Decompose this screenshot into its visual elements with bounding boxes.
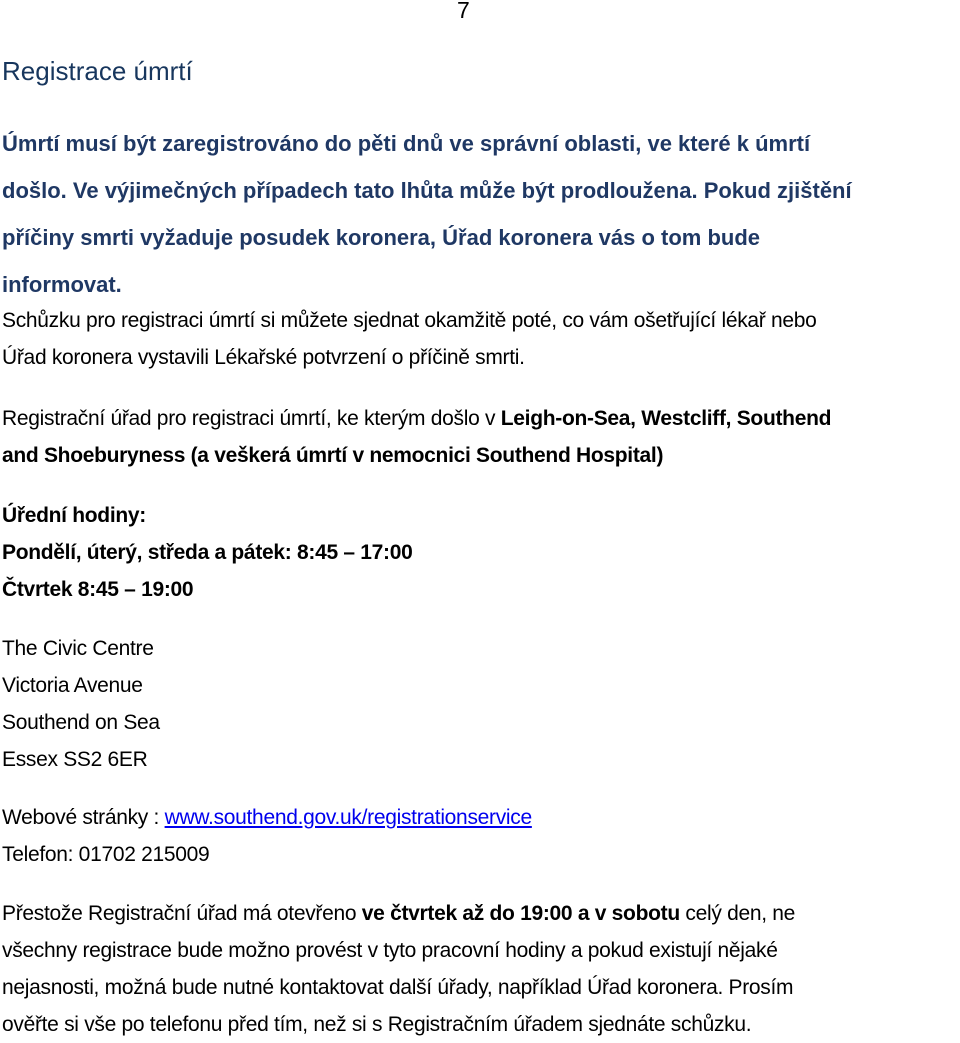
website-label: Webové stránky : [2,806,165,829]
address [2,630,160,778]
intro-line: Úmrtí musí být zaregistrováno do pěti dnů ve správní oblasti, ve které k úmrtí [2,131,811,156]
notice-text: Přestože Registrační úřad má otevřeno [2,902,362,925]
page-number: 7 [457,0,470,23]
notice-line: ověřte si vše po telefonu před tím, než si s Registračním úřadem sjednáte schůzku. [2,1013,752,1036]
address-line: Southend on Sea [2,711,160,734]
intro-paragraph [2,120,852,308]
office-areas: Leigh-on-Sea, Westcliff, Southend [500,407,832,430]
notice-paragraph [2,895,795,1043]
address-line: Victoria Avenue [2,674,143,697]
page-title: Registrace úmrtí [2,56,193,86]
office-line [2,400,831,437]
notice-text: celý den, ne [679,902,796,925]
address-line: The Civic Centre [2,637,154,660]
office-text: Registrační úřad pro registraci úmrtí, ke kterým došlo v [2,407,501,430]
notice-emphasis: ve čtvrtek až do 19:00 a v sobotu [361,902,680,925]
notice-line: všechny registrace bude možno provést v tyto pracovní hodiny a pokud existují nějaké [2,939,778,962]
intro-line: informovat. [2,272,122,297]
hours-weekdays: Pondělí, úterý, středa a pátek: 8:45 – 17:00 [2,541,413,564]
notice-line [2,895,795,932]
office-line: and Shoeburyness (a veškerá úmrtí v nemocnici Southend Hospital) [2,444,664,467]
website-line [2,799,532,836]
hours-title: Úřední hodiny: [2,504,146,527]
website-link[interactable]: www.southend.gov.uk/registrationservice [164,806,532,829]
opening-hours [2,497,412,608]
appointment-line: Schůzku pro registraci úmrtí si můžete sjednat okamžitě poté, co vám ošetřující lékař nebo [2,309,817,332]
address-line: Essex SS2 6ER [2,748,148,771]
contact [2,799,532,873]
phone: Telefon: 01702 215009 [2,843,210,866]
intro-line: příčiny smrti vyžaduje posudek koronera, Úřad koronera vás o tom bude [2,225,760,250]
hours-thursday: Čtvrtek 8:45 – 19:00 [2,578,194,601]
appointment-line: Úřad koronera vystavili Lékařské potvrzení o příčině smrti. [2,346,525,369]
office-paragraph [2,400,831,474]
intro-line: došlo. Ve výjimečných případech tato lhůta může být prodloužena. Pokud zjištění [2,178,852,203]
notice-line: nejasnosti, možná bude nutné kontaktovat další úřady, například Úřad koronera. Prosím [2,976,794,999]
appointment-paragraph [2,302,817,376]
